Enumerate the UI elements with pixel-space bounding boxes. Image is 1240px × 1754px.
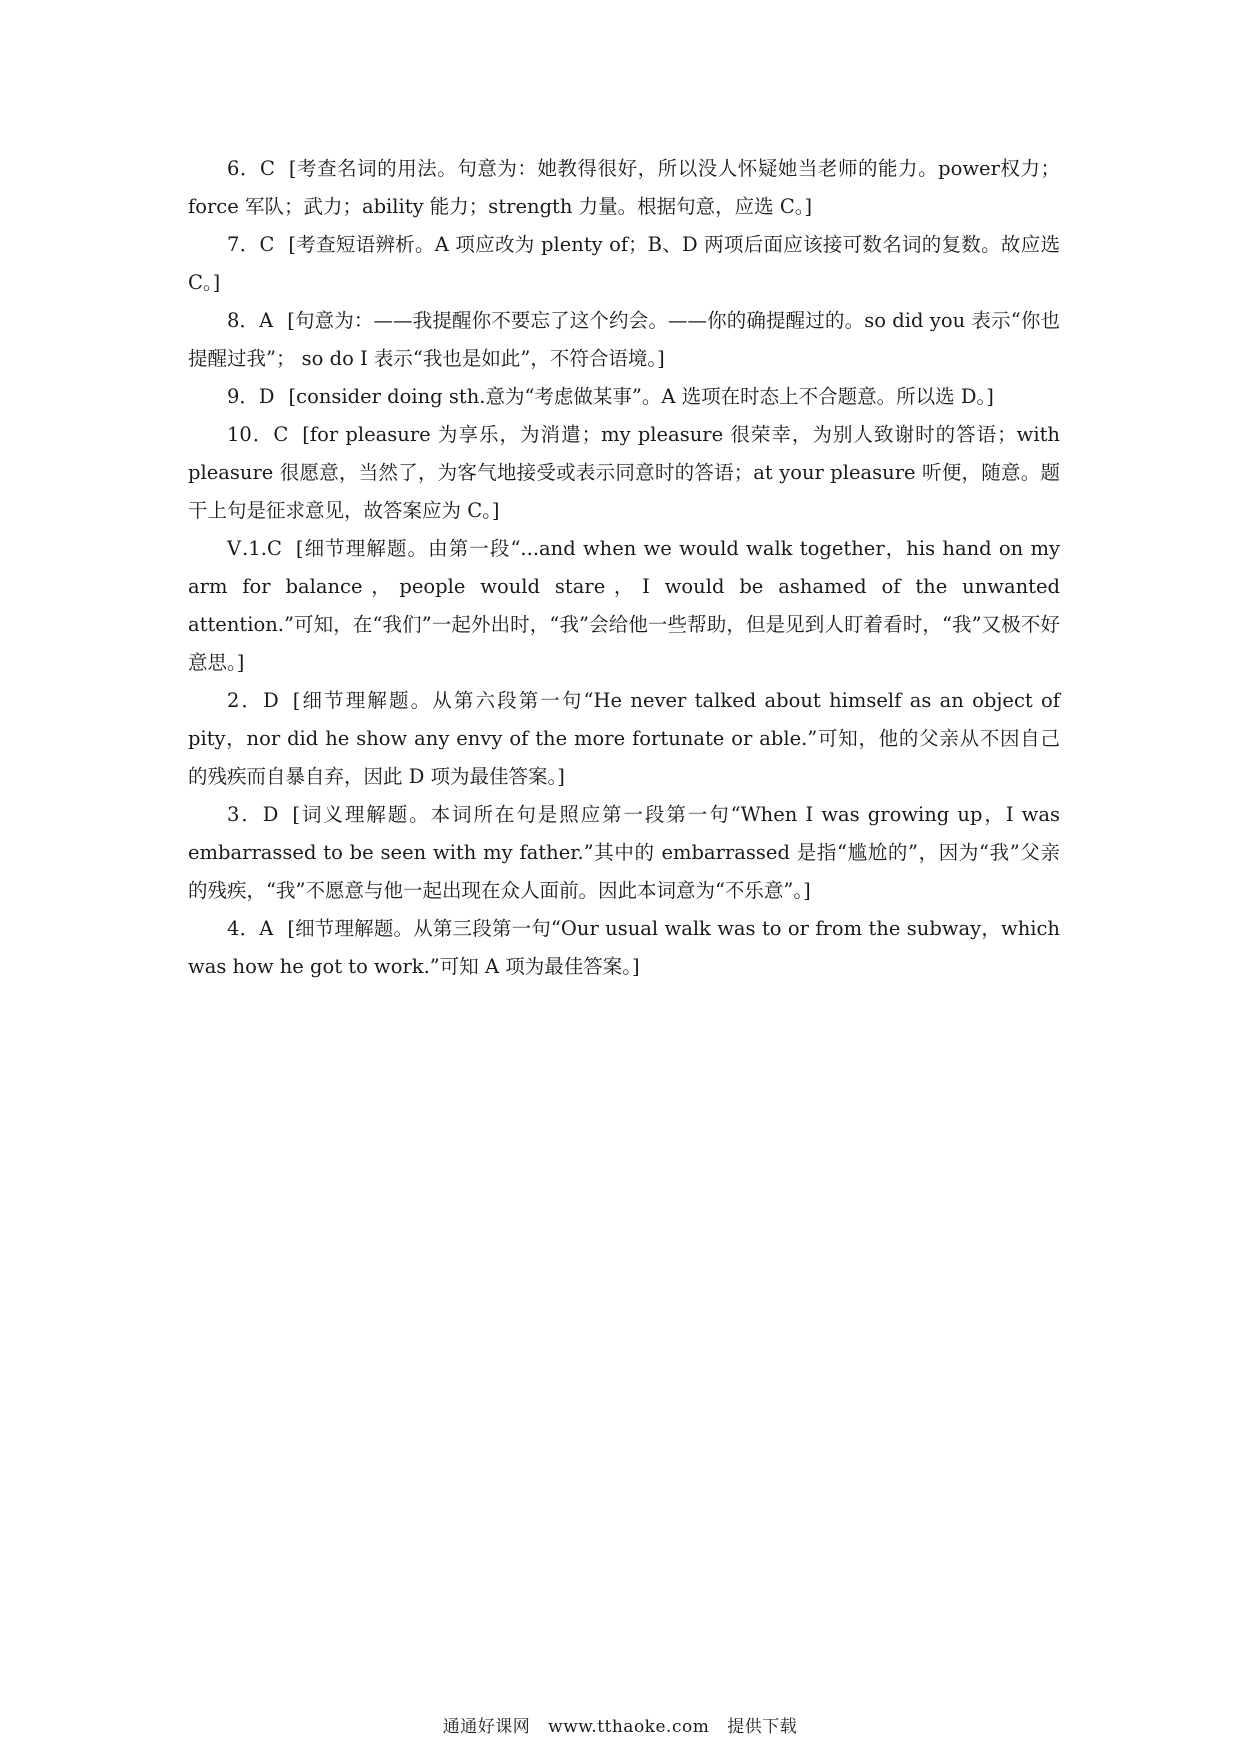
answer-explanation: [考查名词的用法。句意为：她教得很好，所以没人怀疑她当老师的能力。power权力；force 军队；武力；ability 能力；strength 力量。根据句意，应选 C。] — [188, 157, 1061, 218]
answer-number: Ⅴ.1.C — [227, 537, 282, 560]
answer-number: 2．D — [227, 689, 279, 712]
answer-7 — [188, 226, 1060, 302]
answer-explanation: [考查短语辨析。A 项应改为 plenty of；B、D 两项后面应该接可数名词的复数。故应选 C。] — [188, 233, 1061, 294]
answer-explanation: [细节理解题。从第三段第一句“Our usual walk was to or from the subway，which was how he got to work.”可知 A 项为最佳答案。] — [188, 917, 1060, 978]
answer-number: 10．C — [227, 423, 289, 446]
answer-explanation: [细节理解题。从第六段第一句“He never talked about himself as an object of pity，nor did he show any envy of the more fortunate or able.”可知，他的父亲从不因自己的残疾而自暴自弃，因此 D 项为最佳答案。] — [188, 689, 1060, 788]
answer-explanation: [细节理解题。由第一段“...and when we would walk together，his hand on my arm for balance，people would stare，I would be ashamed of the unwanted attention.”可知，在“我们”一起外出时，“我”会给他一些帮助，但是见到人盯着看时，“我”又极不好意思。] — [188, 537, 1061, 674]
answer-number: 8．A — [227, 309, 274, 332]
answer-v-3 — [188, 796, 1060, 910]
answer-v-2 — [188, 682, 1060, 796]
answer-explanation: [词义理解题。本词所在句是照应第一段第一句“When I was growing up，I was embarrassed to be seen with my father.”其中的 embarrassed 是指“尴尬的”，因为“我”父亲的残疾，“我”不愿意与他一起出现在众人面前。因此本词意为“不乐意”。] — [188, 803, 1060, 902]
answer-8 — [188, 302, 1060, 378]
footer-site-name: 通通好课网 — [442, 1717, 531, 1737]
answer-9 — [188, 378, 1060, 416]
answer-10 — [188, 416, 1060, 530]
page-footer — [0, 1712, 1240, 1737]
answer-6 — [188, 150, 1060, 226]
answer-number: 4．A — [227, 917, 274, 940]
answer-explanation: [consider doing sth.意为“考虑做某事”。A 选项在时态上不合题意。所以选 D。] — [288, 385, 994, 408]
answer-explanations — [188, 150, 1060, 986]
answer-explanation: [for pleasure 为享乐，为消遣；my pleasure 很荣幸，为别人致谢时的答语；with pleasure 很愿意，当然了，为客气地接受或表示同意时的答语；at your pleasure 听便，随意。题干上句是征求意见，故答案应为 C。] — [188, 423, 1060, 522]
answer-explanation: [句意为：——我提醒你不要忘了这个约会。——你的确提醒过的。so did you 表示“你也提醒过我”； so do I 表示“我也是如此”，不符合语境。] — [188, 309, 1060, 370]
answer-number: 9．D — [227, 385, 275, 408]
footer-url: www.tthaoke.com — [548, 1717, 710, 1737]
answer-number: 3．D — [227, 803, 279, 826]
answer-v-1 — [188, 530, 1060, 682]
answer-v-4 — [188, 910, 1060, 986]
footer-note: 提供下载 — [727, 1717, 798, 1737]
answer-number: 6．C — [227, 157, 275, 180]
answer-number: 7．C — [227, 233, 275, 256]
